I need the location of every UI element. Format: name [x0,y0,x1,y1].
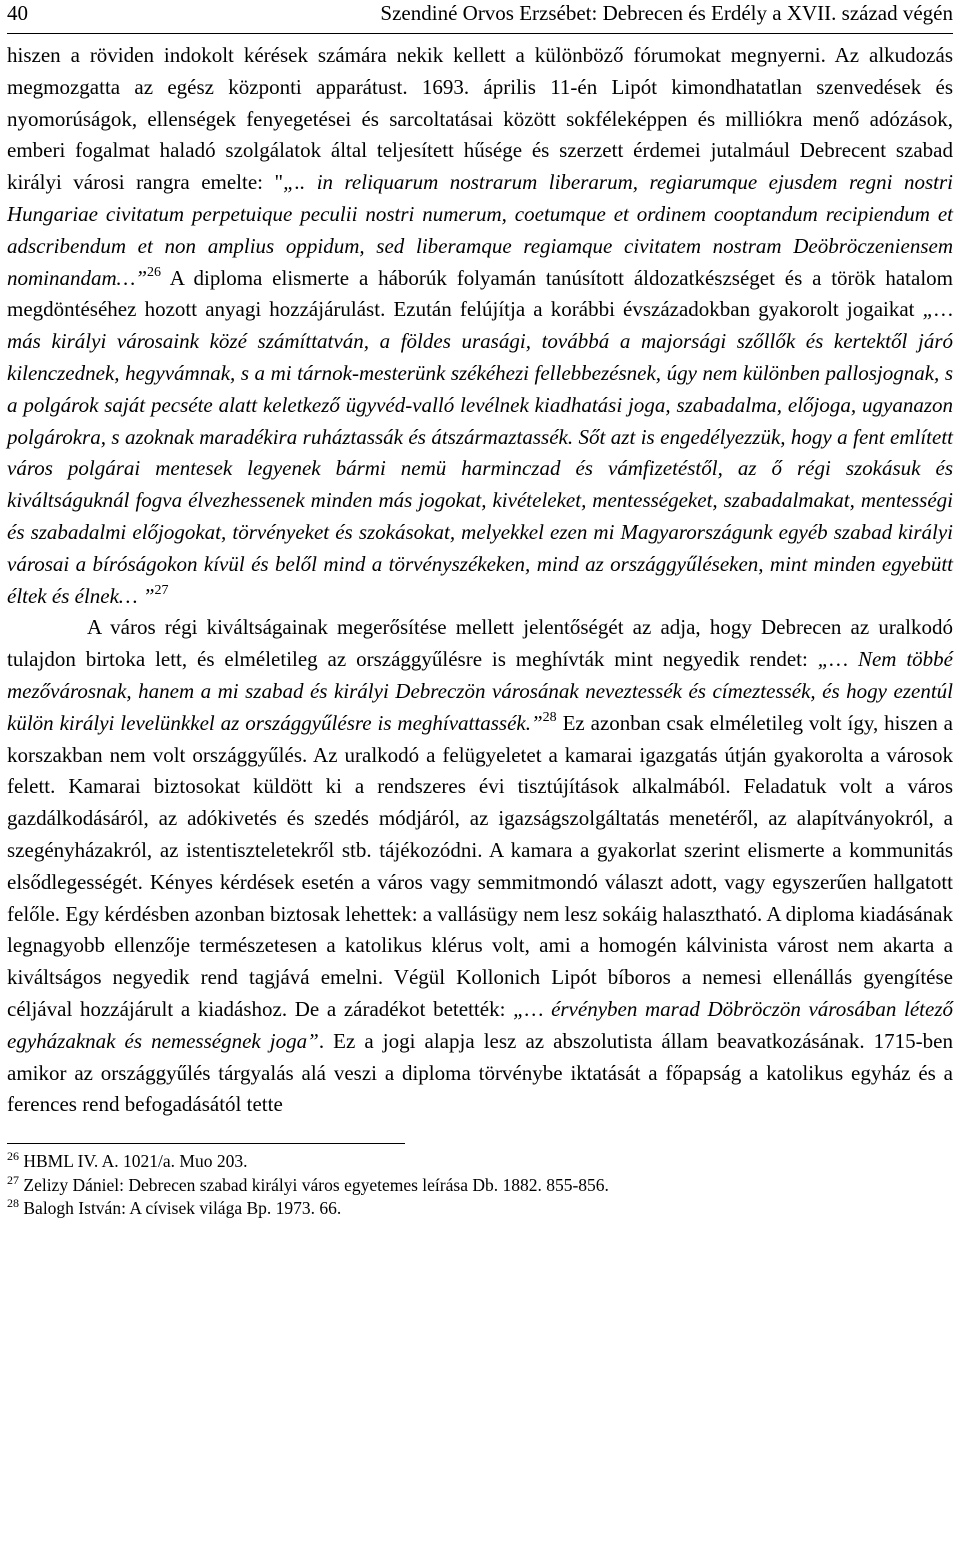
page-header [7,0,953,40]
exemption-quote: Sőt azt is engedélyezzük, hogy a fent említett város polgárai mentesek legyenek bármi nemü harminczad és vámfizetéstől, az ő régi szokásuk és kiváltságuknál fogva élvezhessenek minden más jogokat, kivételeket, mentességeket, szabadalmakat, mentességi és szabadalmi előjogokat, törvényeket és szokásokat, melyekkel ezen mi Magyarországunk egyéb szabad királyi városai a bíróságokon kívül és belől mind a törvényszékeken, mind az országgyűléseken, mint minden egyebütt éltek és élnek… ” [7,424,954,608]
running-title: Szendiné Orvos Erzsébet: Debrecen és Erdély a XVII. század végén [380,1,953,25]
paragraph-2-text-1: A város régi kiváltságainak megerősítése mellett jelentőségét az adja, hogy Debrecen az uralkodó tulajdon birtoka lett, és elméletileg az országgyűlésre is meghívták mint negyedik rendet: [7,615,953,672]
latin-quote: „.. in reliquarum nostrarum liberarum, regiarumque ejusdem regni nostri Hungariae civitatum perpetuique peculii nostri numerum, coetumque et ordinem cooptandum recipiendum et adscribendum et non amplius oppidum, sed liberamque regiamque civitatem nostram Deöbröczeniensem nominandam…” [7,170,953,290]
footnote [7,1174,953,1198]
footnote-ref-28: 28 [542,709,557,725]
footnotes [7,1150,953,1221]
paragraph-1-text-2: A diploma elismerte a háborúk folyamán tanúsított áldozatkészséget és a török hatalom megdöntéséhez hozott anyagi hozzájárulást. Ezután felújítja a korábbi évszázadokban gyakorolt jogaikat [7,265,953,322]
footnote-number: 28 [7,1196,19,1211]
body-text [7,40,953,1121]
paragraph-2 [7,612,953,1121]
footnote-text: Balogh István: A cívisek világa Bp. 1973. 66. [19,1198,342,1219]
free-city-quote: „… Nem többé mezővárosnak, hanem a mi szabad és királyi Debreczön városának neveztessék és címeztessék, és hogy ezentúl külön királyi levelünkkel az országgyűlésre is meghívattassék.” [7,647,953,735]
footnote-number: 26 [7,1149,19,1164]
paragraph-1-text-1: hiszen a röviden indokolt kérések számára nekik kellett a különböző fórumokat megnyerni. Az alkudozás megmozgatta az egész központi apparátust. 1693. április 11-én Lipót kimondhatatlan szenvedések és nyomorúságok, ellenségek fenyegetései és sarcoltatásai között sokféleképpen és milliókra menő adózások, emberi fogalmat haladó szolgálatok által teljesített hűsége és szerzett érdemei jutalmául Debrecent szabad királyi városi rangra emelte: " [7,43,953,195]
footnote-ref-26: 26 [147,264,162,280]
paragraph-1 [7,40,953,612]
paragraph-2-text-2: Ez azonban csak elméletileg volt így, hiszen a korszakban nem volt országgyűlés. Az uralkodó a felügyeletet a kamarai igazgatás útján gyakorolta a városok felett. Kamarai biztosokat küldött ki a rendszeres évi tisztújítások alkalmából. Feladatuk volt a város gazdálkodásáról, az adókivetés és szedés módjáról, az igazságszolgáltatás menetéről, az alapítványokról, a szegényházakról, az istentiszteletekről stb. tájékozódni. A kamara a gyakorlat szerint elismerte a kommunitás elsődlegességét. Kényes kérdések esetén a város vagy semmitmondó választ adott, vagy egyszerűen hallgatott felőle. Egy kérdésben azonban biztosak lehettek: a vallásügy nem lesz sokáig halasztható. A diploma kiadásának legnagyobb ellenzője természetesen a katolikus klérus volt, ami a homogén kálvinista várost nem akarta a kiváltságos negyedik rend tagjává emelni. Végül Kollonich Lipót bíboros a nemesi ellenállás gyengítése céljával hozzájárult a kiadáshoz. De a záradékot betették: [7,710,954,1021]
footnote-rule [7,1143,405,1144]
footnote-text: Zelizy Dániel: Debrecen szabad királyi város egyetemes leírása Db. 1882. 855-856. [19,1174,609,1195]
paragraph-2-text-3: . Ez a jogi alapja lesz az abszolutista állam beavatkozásának. 1715-ben amikor az országgyűlés tárgyalás alá veszi a diploma törvénybe iktatását a főpapság a katolikus egyház és a ferences rend befogadásától tette [7,1028,953,1117]
footnote [7,1197,953,1221]
footnote-number: 27 [7,1172,19,1187]
privileges-quote: „… más királyi városaink közé számíttatván, a földes urasági, továbbá a majorsági szőllők és kertektől járó kilenczednek, hegyvámnak, s a mi tárnok-mesterünk székéhezi fellebbezésnek, úgy nem különben pallosjognak, s a polgárok saját pecséte alatt keletkező ügyvéd-valló levélnek kiadhatási joga, szabadalma, előjoga, ugyanazon polgárokra, s azoknak maradékira ruháztassák és átszármaztassék. [7,297,953,449]
page-number: 40 [7,1,28,25]
clause-quote: „… érvényben marad Döbröczön városában létező egyházaknak és nemességnek joga” [7,996,953,1053]
footnote-text: HBML IV. A. 1021/a. Muo 203. [19,1151,248,1172]
footnote [7,1150,953,1174]
header-rule [7,33,953,34]
footnote-ref-27: 27 [154,582,169,598]
